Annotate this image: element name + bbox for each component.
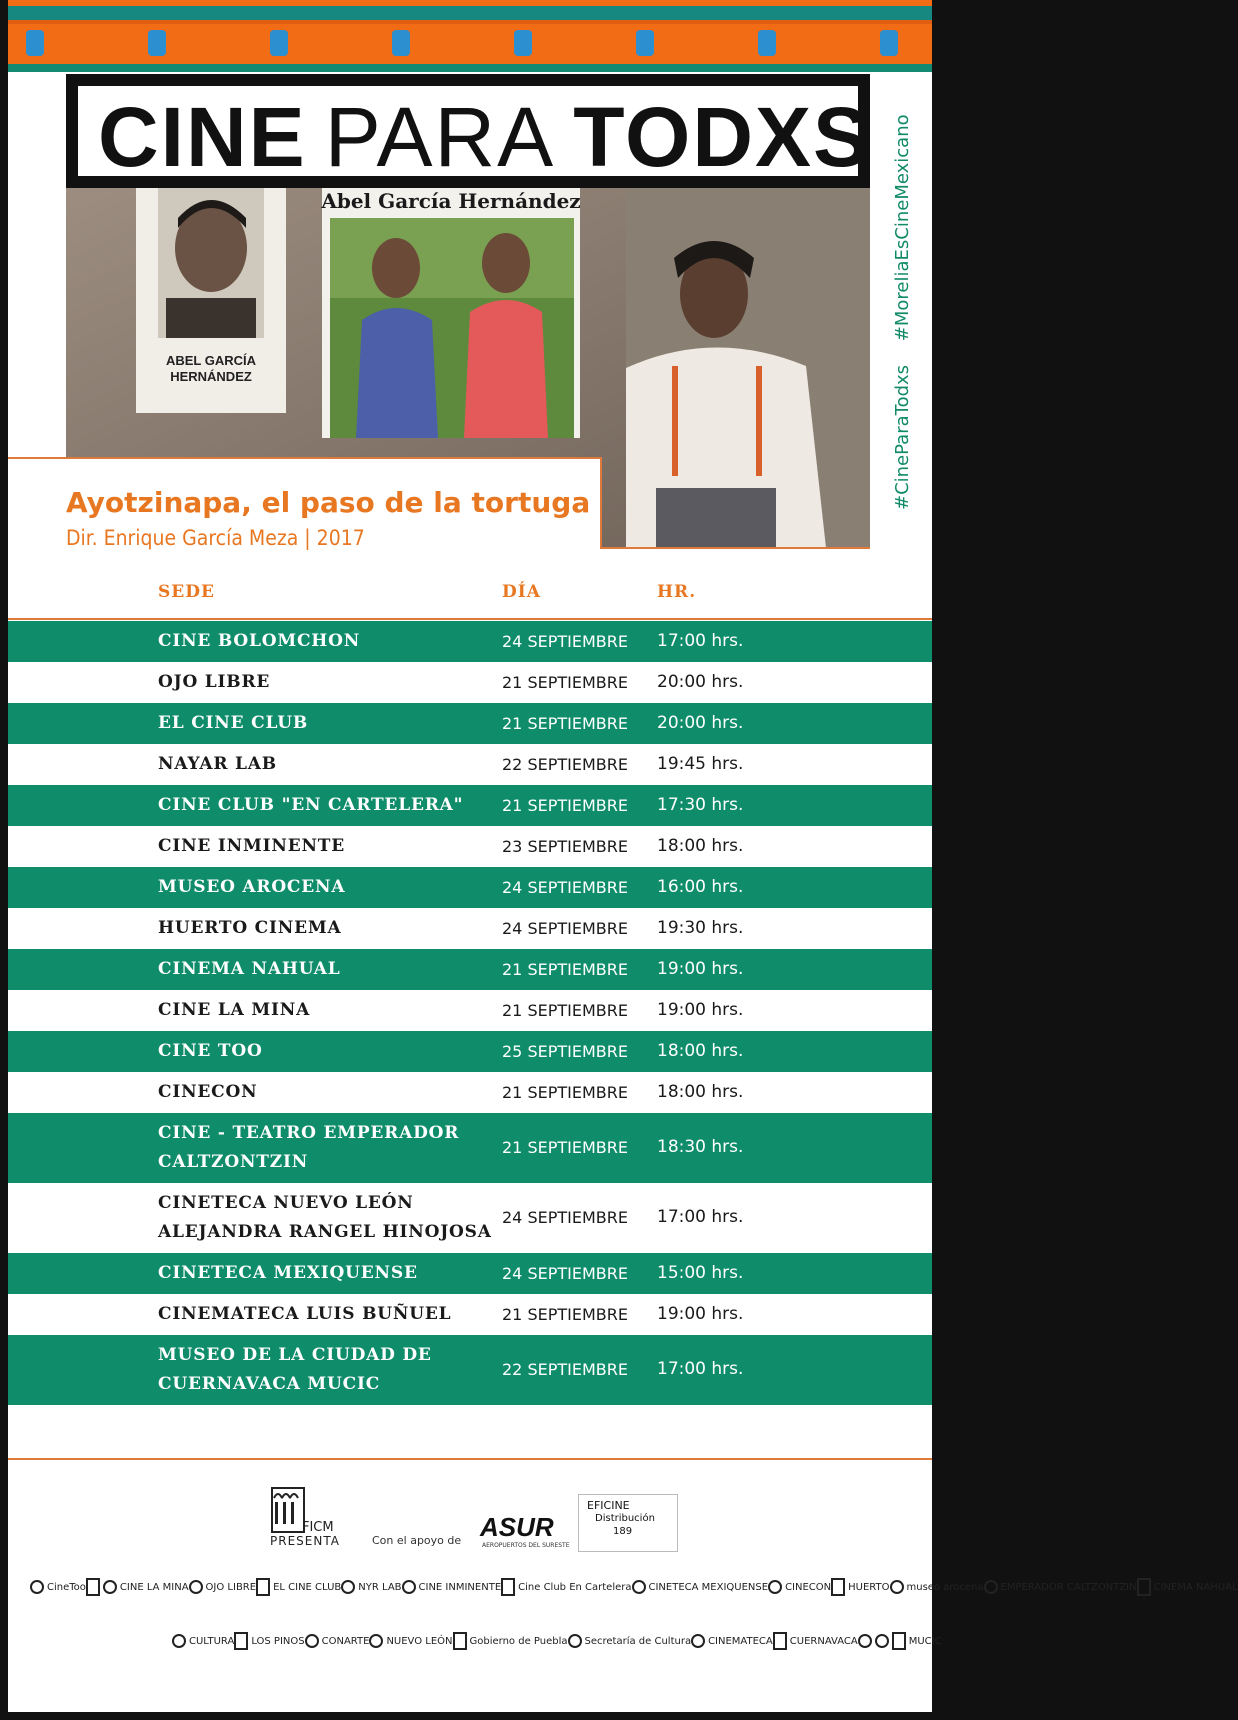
logo-mark-icon: [369, 1634, 383, 1648]
venue-name: [158, 668, 270, 697]
venue-line: CALTZONTZIN: [158, 1152, 309, 1172]
logo-mark-icon: [30, 1580, 44, 1594]
venue-name: [158, 627, 360, 656]
table-row: [8, 1183, 932, 1253]
screening-hour: 19:45 hrs.: [657, 753, 744, 774]
screening-day: 25 SEPTIEMBRE: [502, 1041, 628, 1061]
venue-line: EL CINE CLUB: [158, 713, 309, 733]
logo-mark-icon: [172, 1634, 186, 1648]
screening-day: 21 SEPTIEMBRE: [502, 1304, 628, 1324]
table-row: [8, 1113, 932, 1183]
logo-mark-icon: [1137, 1578, 1151, 1596]
table-row: [8, 1072, 932, 1113]
logo-mark-icon: [875, 1634, 889, 1648]
partner-logo-9: [875, 1634, 892, 1648]
table-row: [8, 990, 932, 1031]
logo-mark-icon: [831, 1578, 845, 1596]
logo-mark-icon: [341, 1580, 355, 1594]
screening-day: 23 SEPTIEMBRE: [502, 836, 628, 856]
screening-day: 21 SEPTIEMBRE: [502, 672, 628, 692]
partner-logo-8: [858, 1634, 875, 1648]
screening-day: 24 SEPTIEMBRE: [502, 631, 628, 651]
screening-hour: 18:00 hrs.: [657, 1081, 744, 1102]
venue-line: CINE LA MINA: [158, 1000, 311, 1020]
venue-name: [158, 1078, 257, 1107]
sponsor-logo-13: CINEMA NAHUAL: [1137, 1578, 1238, 1596]
table-row: [8, 1335, 932, 1405]
partner-logo-7: CUERNAVACA: [773, 1632, 858, 1650]
logo-mark-icon: [501, 1578, 515, 1596]
venue-line: MUSEO DE LA CIUDAD DE: [158, 1345, 432, 1365]
table-row: [8, 1253, 932, 1294]
partner-logo-1: LOS PINOS: [234, 1632, 304, 1650]
ficm-label: FICM: [302, 1520, 334, 1535]
logo-mark-icon: [256, 1578, 270, 1596]
table-row: [8, 1031, 932, 1072]
sponsor-logo-8: CINETECA MEXIQUENSE: [632, 1580, 769, 1594]
screening-hour: 18:00 hrs.: [657, 1040, 744, 1061]
venue-line: CINETECA MEXIQUENSE: [158, 1263, 418, 1283]
sponsor-logo-10: HUERTO: [831, 1578, 889, 1596]
sponsor-logo-9: CINECON: [768, 1580, 831, 1594]
asur-subtitle: AEROPUERTOS DEL SURESTE: [482, 1542, 570, 1549]
logo-mark-icon: [305, 1634, 319, 1648]
logo-mark-icon: [890, 1580, 904, 1594]
eficine-logo: EFICINE Distribución 189: [578, 1494, 678, 1552]
venue-name: [158, 873, 345, 902]
venue-name: [158, 1259, 418, 1288]
asur-logo: ASUR: [480, 1512, 554, 1542]
sponsor-logo-0: CineToo: [30, 1580, 86, 1594]
venue-name: [158, 996, 310, 1025]
venue-name: [158, 1341, 432, 1399]
screening-hour: 18:30 hrs.: [657, 1137, 744, 1157]
hashtags: [892, 96, 913, 510]
screening-day: 22 SEPTIEMBRE: [502, 1360, 628, 1379]
screening-hour: 16:00 hrs.: [657, 876, 744, 897]
venue-name: [158, 955, 341, 984]
screening-day: 24 SEPTIEMBRE: [502, 1263, 628, 1283]
table-row: [8, 949, 932, 990]
venue-name: [158, 1300, 451, 1329]
apoyo-label: Con el apoyo de: [372, 1534, 462, 1547]
partner-logo-0: CULTURA: [172, 1634, 234, 1648]
venue-line: CINE BOLOMCHON: [158, 631, 361, 651]
screening-day: 21 SEPTIEMBRE: [502, 1000, 628, 1020]
venue-name: [158, 1189, 492, 1247]
venue-line: CINE TOO: [158, 1041, 263, 1061]
logo-mark-icon: [453, 1632, 467, 1650]
hashtag-morelia: #MoreliaEsCineMexicano: [892, 114, 913, 342]
logo-mark-icon: [568, 1634, 582, 1648]
table-row: [8, 621, 932, 662]
screening-hour: 17:30 hrs.: [657, 794, 744, 815]
venue-name: [158, 750, 277, 779]
partner-logo-5: Secretaría de Cultura: [568, 1634, 692, 1648]
venue-line: CUERNAVACA MUCIC: [158, 1374, 381, 1394]
screening-day: 24 SEPTIEMBRE: [502, 918, 628, 938]
screening-day: 21 SEPTIEMBRE: [502, 1138, 628, 1157]
screening-hour: 20:00 hrs.: [657, 712, 744, 733]
poster-title: CINE PARA TODXS: [98, 90, 872, 184]
film-director: Dir. Enrique García Meza | 2017: [66, 526, 365, 550]
header-hr: HR.: [657, 582, 697, 602]
screening-day: 21 SEPTIEMBRE: [502, 1082, 628, 1102]
sponsor-logos-row-2: [8, 1632, 942, 1650]
screening-hour: 17:00 hrs.: [657, 630, 744, 651]
title-box: [66, 74, 870, 188]
logo-mark-icon: [892, 1632, 906, 1650]
partner-logo-2: CONARTE: [305, 1634, 370, 1648]
screening-hour: 17:00 hrs.: [657, 1207, 744, 1227]
sponsor-logo-12: EMPERADOR CALTZONTZIN: [984, 1580, 1137, 1594]
logo-mark-icon: [234, 1632, 248, 1650]
table-row: [8, 703, 932, 744]
screening-day: 24 SEPTIEMBRE: [502, 1208, 628, 1227]
venue-line: CINE - TEATRO EMPERADOR: [158, 1123, 460, 1143]
venue-line: MUSEO AROCENA: [158, 877, 346, 897]
screening-hour: 19:30 hrs.: [657, 917, 744, 938]
logo-mark-icon: [773, 1632, 787, 1650]
screening-hour: 19:00 hrs.: [657, 958, 744, 979]
logo-mark-icon: [86, 1578, 100, 1596]
venue-line: OJO LIBRE: [158, 672, 271, 692]
venue-name: [158, 1037, 263, 1066]
partner-logo-4: Gobierno de Puebla: [453, 1632, 568, 1650]
partner-logo-3: NUEVO LEÓN: [369, 1634, 452, 1648]
sponsor-logo-1: [86, 1578, 103, 1596]
screening-hour: 20:00 hrs.: [657, 671, 744, 692]
logo-mark-icon: [103, 1580, 117, 1594]
sponsor-logo-2: CINE LA MINA: [103, 1580, 189, 1594]
screening-day: 21 SEPTIEMBRE: [502, 795, 628, 815]
logo-mark-icon: [402, 1580, 416, 1594]
venue-name: [158, 791, 463, 820]
sponsor-logo-6: CINE INMINENTE: [402, 1580, 502, 1594]
logo-mark-icon: [984, 1580, 998, 1594]
logo-mark-icon: [768, 1580, 782, 1594]
screening-hour: 19:00 hrs.: [657, 1303, 744, 1324]
venue-line: CINEMATECA LUIS BUÑUEL: [158, 1304, 452, 1324]
header-sede: SEDE: [158, 582, 215, 602]
screening-day: 24 SEPTIEMBRE: [502, 877, 628, 897]
schedule-header: [8, 582, 932, 618]
header-dia: DÍA: [502, 582, 541, 602]
venue-name: [158, 914, 341, 943]
table-row: [8, 785, 932, 826]
logo-mark-icon: [858, 1634, 872, 1648]
partner-logo-10: MUCIC: [892, 1632, 942, 1650]
table-row: [8, 826, 932, 867]
screening-hour: 18:00 hrs.: [657, 835, 744, 856]
logo-mark-icon: [189, 1580, 203, 1594]
sponsor-logo-7: Cine Club En Cartelera: [501, 1578, 631, 1596]
screening-day: 22 SEPTIEMBRE: [502, 754, 628, 774]
svg-text:ABEL GARCÍA: ABEL GARCÍA: [165, 353, 257, 368]
venue-name: [158, 832, 345, 861]
sponsor-logo-4: EL CINE CLUB: [256, 1578, 341, 1596]
svg-text:HERNÁNDEZ: HERNÁNDEZ: [170, 369, 252, 384]
screening-hour: 15:00 hrs.: [657, 1262, 744, 1283]
film-title: Ayotzinapa, el paso de la tortuga: [66, 486, 591, 519]
venue-line: CINE CLUB "EN CARTELERA": [158, 795, 464, 815]
venue-line: CINE INMINENTE: [158, 836, 346, 856]
venue-line: HUERTO CINEMA: [158, 918, 342, 938]
presenta-label: PRESENTA: [270, 1534, 340, 1548]
venue-line: ALEJANDRA RANGEL HINOJOSA: [158, 1222, 492, 1242]
table-row: [8, 908, 932, 949]
sponsor-logo-11: museo arocena: [890, 1580, 984, 1594]
venue-name: [158, 709, 308, 738]
table-row: [8, 1294, 932, 1335]
table-row: [8, 744, 932, 785]
film-strip-banner: [8, 0, 932, 72]
venue-line: CINETECA NUEVO LEÓN: [158, 1193, 414, 1213]
venue-line: CINECON: [158, 1082, 258, 1102]
sponsor-logo-3: OJO LIBRE: [189, 1580, 257, 1594]
screening-day: 21 SEPTIEMBRE: [502, 713, 628, 733]
logo-mark-icon: [691, 1634, 705, 1648]
poster: [8, 0, 1238, 1712]
svg-text:Abel García Hernández: Abel García Hernández: [321, 189, 581, 213]
sponsor-logos-row-1: [8, 1578, 1238, 1596]
partner-logo-6: CINEMATECA: [691, 1634, 773, 1648]
screening-hour: 17:00 hrs.: [657, 1359, 744, 1379]
screening-day: 21 SEPTIEMBRE: [502, 959, 628, 979]
venue-line: CINEMA NAHUAL: [158, 959, 341, 979]
logo-mark-icon: [632, 1580, 646, 1594]
table-row: [8, 867, 932, 908]
table-row: [8, 662, 932, 703]
sponsor-logo-5: NYR LAB: [341, 1580, 401, 1594]
screening-hour: 19:00 hrs.: [657, 999, 744, 1020]
venue-line: NAYAR LAB: [158, 754, 277, 774]
venue-name: [158, 1119, 459, 1177]
hashtag-cineparatodxs: #CineParaTodxs: [892, 364, 913, 510]
